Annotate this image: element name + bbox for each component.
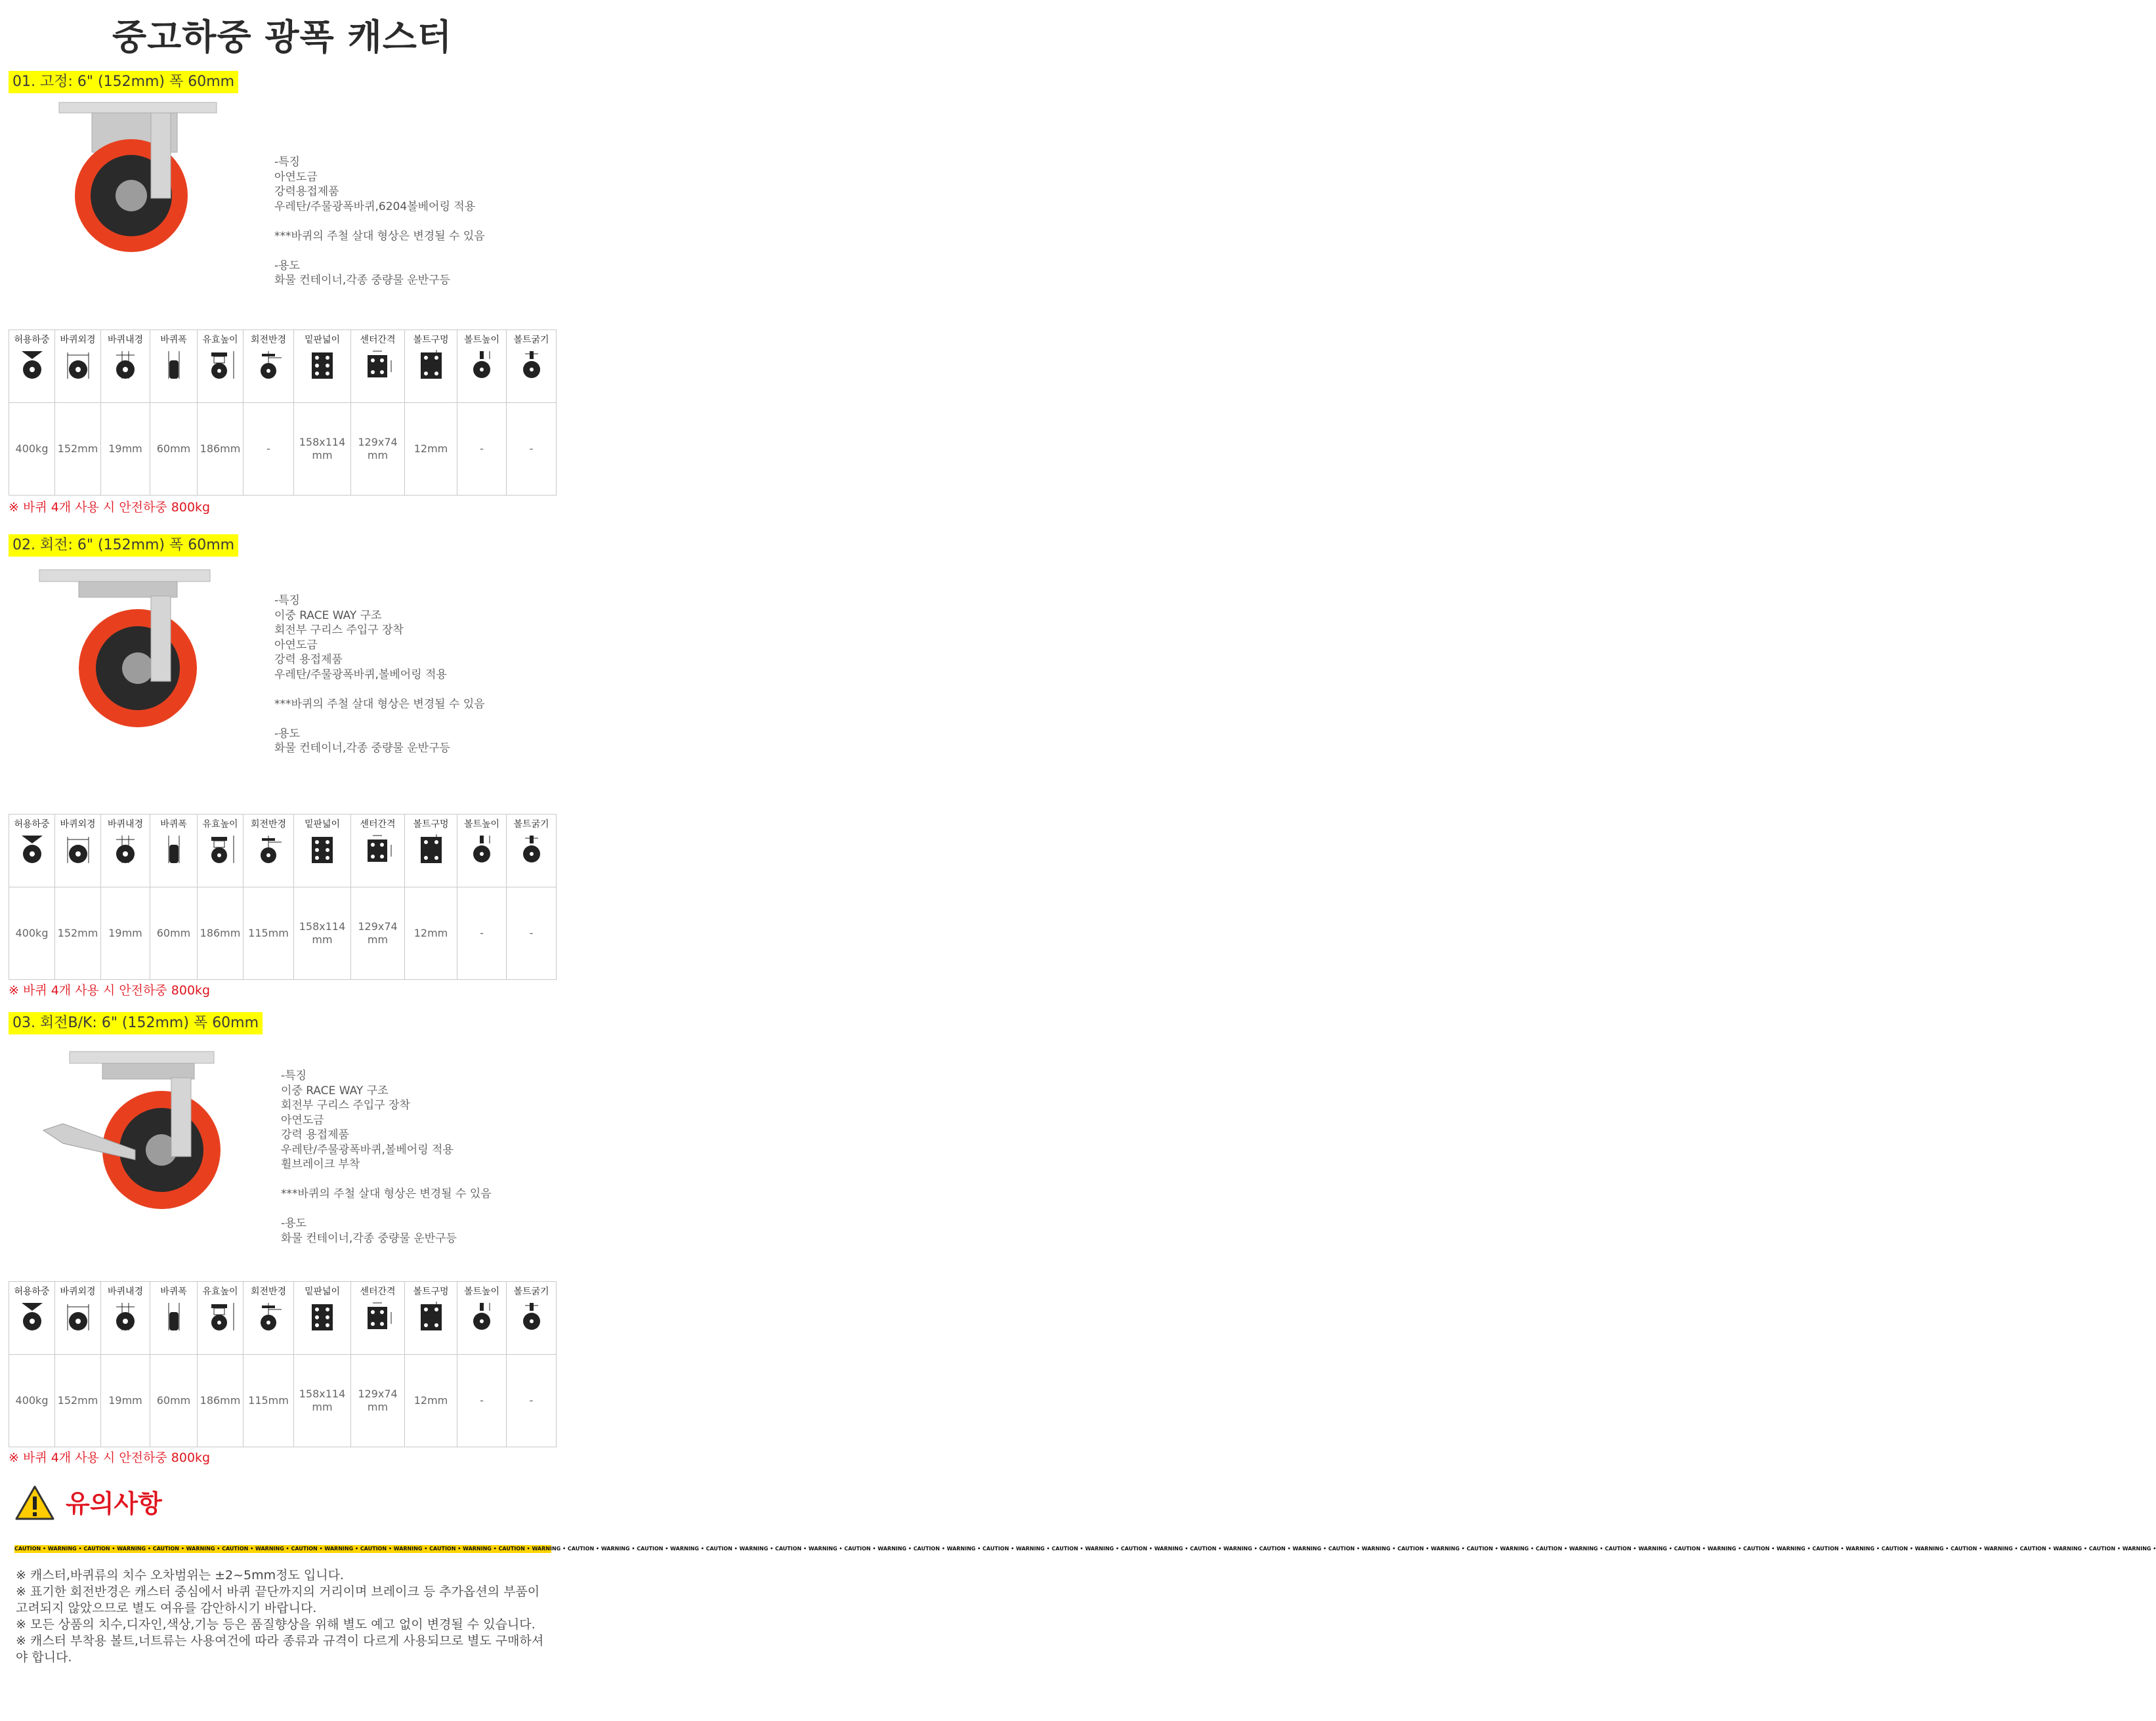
spec-value-cell: 60mm: [150, 1355, 198, 1447]
section-heading: 03. 회전B/K: 6" (152mm) 폭 60mm: [9, 1012, 263, 1034]
spec-table: [9, 1281, 557, 1447]
spec-header-label: 바퀴폭: [160, 335, 187, 345]
spec-value-cell: 19mm: [101, 1355, 150, 1447]
spec-value-cell: 129x74 mm: [351, 403, 405, 496]
plate-size-icon: [306, 1300, 338, 1333]
center-distance-icon: [362, 349, 394, 381]
effective-height-icon: [205, 349, 236, 381]
spec-header-label: 유효높이: [202, 819, 238, 830]
spec-header-cell: [457, 815, 507, 887]
bolt-thickness-icon: [516, 349, 547, 381]
spec-table: [9, 329, 557, 496]
spec-header-cell: [150, 815, 198, 887]
spec-header-cell: [243, 815, 294, 887]
feature-list: [281, 1069, 492, 1246]
warning-triangle-icon: [14, 1485, 55, 1521]
feature-line: 강력 용접제품: [274, 653, 343, 666]
spec-value-cell: -: [507, 1355, 557, 1447]
feature-line: 아연도금: [281, 1113, 324, 1127]
swivel-caster-photo: [33, 570, 223, 734]
feature-list: [274, 593, 485, 756]
wheel-outer-diameter-icon: [62, 1300, 94, 1333]
spec-header-label: 볼트높이: [463, 1286, 500, 1297]
spec-value-cell: 152mm: [55, 887, 101, 980]
spec-header-cell: [351, 1282, 405, 1355]
spec-header-label: 밑판넓이: [304, 1286, 341, 1297]
spec-value-row: [9, 1355, 557, 1447]
feature-line: -특징: [274, 156, 300, 169]
swivel-radius-icon: [253, 833, 284, 866]
bolt-hole-icon: [415, 1300, 447, 1333]
bolt-height-icon: [466, 1300, 497, 1333]
spec-value-cell: 12mm: [405, 403, 457, 496]
feature-line: [281, 1172, 492, 1187]
spec-header-cell: [507, 815, 557, 887]
wheel-inner-diameter-icon: [110, 349, 141, 381]
feature-line: [274, 244, 485, 259]
spec-header-label: 밑판넓이: [304, 819, 341, 830]
feature-line: 휠브레이크 부착: [281, 1158, 360, 1171]
spec-header-cell: [351, 815, 405, 887]
feature-list: [274, 155, 485, 288]
feature-line: 우레탄/주물광폭바퀴,6204볼베어링 적용: [274, 200, 476, 213]
spec-value-cell: 129x74 mm: [351, 1355, 405, 1447]
swivel-brake-caster-photo: [37, 1052, 234, 1216]
spec-header-label: 볼트굵기: [513, 335, 549, 345]
safety-load-note: ※ 바퀴 4개 사용 시 안전하중 800kg: [9, 1451, 211, 1465]
spec-header-cell: [405, 815, 457, 887]
spec-header-label: 센터간격: [360, 335, 396, 345]
feature-line: [274, 214, 485, 229]
spec-header-label: 허용하중: [14, 819, 50, 830]
spec-header-cell: [243, 330, 294, 403]
caution-note: ※ 표기한 회전반경은 캐스터 중심에서 바퀴 끝단까지의 거리이며 브레이크 등 추가옵션의 부품이 고려되지 않았으므로 별도 여유를 감안하시기 바랍니다.: [16, 1584, 540, 1615]
plate-size-icon: [306, 349, 338, 381]
feature-line: 화물 컨테이너,각종 중량물 운반구등: [274, 742, 450, 755]
feature-line: ***바퀴의 주철 살대 형상은 변경될 수 있음: [281, 1187, 492, 1200]
feature-line: 강력 용접제품: [281, 1128, 349, 1141]
spec-header-label: 회전반경: [250, 335, 287, 345]
spec-header-label: 볼트구멍: [413, 1286, 449, 1297]
spec-header-cell: [457, 330, 507, 403]
feature-line: 강력용접제품: [274, 185, 339, 198]
feature-line: 화물 컨테이너,각종 중량물 운반구등: [281, 1231, 457, 1245]
spec-header-label: 바퀴외경: [60, 335, 96, 345]
spec-header-label: 회전반경: [250, 819, 287, 830]
spec-value-cell: 158x114 mm: [294, 1355, 351, 1447]
fixed-caster-photo: [53, 97, 223, 255]
spec-header-label: 볼트높이: [463, 819, 500, 830]
feature-line: ***바퀴의 주철 살대 형상은 변경될 수 있음: [274, 697, 485, 711]
wheel-width-icon: [158, 349, 190, 381]
spec-value-row: [9, 887, 557, 980]
feature-line: 이중 RACE WAY 구조: [274, 608, 382, 622]
spec-header-label: 회전반경: [250, 1286, 287, 1297]
bolt-hole-icon: [415, 349, 447, 381]
swivel-radius-icon: [253, 349, 284, 381]
feature-line: [281, 1202, 492, 1217]
feature-line: [274, 712, 485, 727]
effective-height-icon: [205, 833, 236, 866]
spec-header-cell: [101, 1282, 150, 1355]
spec-header-label: 볼트굵기: [513, 1286, 549, 1297]
caution-title: 유의사항: [66, 1489, 162, 1518]
spec-value-cell: 129x74 mm: [351, 887, 405, 980]
spec-value-cell: 400kg: [9, 1355, 55, 1447]
spec-header-row: [9, 1282, 557, 1355]
spec-header-label: 허용하중: [14, 335, 50, 345]
spec-header-cell: [101, 815, 150, 887]
spec-header-cell: [9, 330, 55, 403]
spec-header-label: 바퀴폭: [160, 1286, 187, 1297]
caution-tape: [14, 1545, 2156, 1553]
spec-header-label: 유효높이: [202, 335, 238, 345]
spec-header-cell: [457, 1282, 507, 1355]
effective-height-icon: [205, 1300, 236, 1333]
spec-value-cell: 186mm: [198, 403, 243, 496]
spec-header-cell: [9, 1282, 55, 1355]
bolt-thickness-icon: [516, 1300, 547, 1333]
safety-load-note: ※ 바퀴 4개 사용 시 안전하중 800kg: [9, 500, 211, 515]
spec-value-cell: 158x114 mm: [294, 887, 351, 980]
spec-value-cell: 19mm: [101, 887, 150, 980]
spec-value-cell: 152mm: [55, 1355, 101, 1447]
spec-value-cell: 158x114 mm: [294, 403, 351, 496]
feature-line: 아연도금: [274, 638, 318, 652]
spec-header-cell: [198, 1282, 243, 1355]
spec-value-cell: 115mm: [243, 1355, 294, 1447]
spec-header-cell: [198, 330, 243, 403]
spec-header-cell: [55, 330, 101, 403]
spec-header-label: 바퀴폭: [160, 819, 187, 830]
tape-text: CAUTION • WARNING •: [14, 1546, 82, 1552]
feature-line: -특징: [281, 1069, 306, 1082]
spec-value-cell: -: [507, 403, 557, 496]
spec-value-cell: 19mm: [101, 403, 150, 496]
feature-line: ***바퀴의 주철 살대 형상은 변경될 수 있음: [274, 229, 485, 243]
spec-header-label: 볼트굵기: [513, 819, 549, 830]
caution-note: ※ 캐스터,바퀴류의 치수 오차범위는 ±2~5mm정도 입니다.: [16, 1568, 344, 1583]
page-title: 중고하중 광폭 캐스터: [112, 16, 453, 58]
bolt-hole-icon: [415, 833, 447, 866]
spec-header-label: 볼트높이: [463, 335, 500, 345]
spec-table: [9, 814, 557, 980]
spec-header-label: 바퀴외경: [60, 1286, 96, 1297]
section-heading: 02. 회전: 6" (152mm) 폭 60mm: [9, 534, 238, 557]
bolt-height-icon: [466, 833, 497, 866]
spec-header-label: 바퀴내경: [107, 819, 144, 830]
caution-note: ※ 모든 상품의 치수,디자인,색상,기능 등은 품질향상을 위해 별도 예고 없이 변경될 수 있습니다.: [16, 1617, 536, 1632]
spec-header-cell: [150, 1282, 198, 1355]
spec-header-cell: [198, 815, 243, 887]
load-icon: [16, 833, 48, 866]
spec-value-cell: 186mm: [198, 1355, 243, 1447]
wheel-inner-diameter-icon: [110, 1300, 141, 1333]
feature-line: 아연도금: [274, 170, 318, 184]
feature-line: 화물 컨테이너,각종 중량물 운반구등: [274, 274, 450, 287]
feature-line: -용도: [281, 1217, 306, 1230]
spec-value-cell: -: [457, 887, 507, 980]
spec-header-label: 바퀴내경: [107, 1286, 144, 1297]
spec-header-label: 바퀴내경: [107, 335, 144, 345]
spec-value-cell: -: [457, 1355, 507, 1447]
center-distance-icon: [362, 1300, 394, 1333]
load-icon: [16, 349, 48, 381]
spec-value-cell: 60mm: [150, 403, 198, 496]
spec-header-cell: [294, 330, 351, 403]
swivel-radius-icon: [253, 1300, 284, 1333]
wheel-width-icon: [158, 833, 190, 866]
spec-header-label: 볼트구멍: [413, 819, 449, 830]
spec-header-label: 유효높이: [202, 1286, 238, 1297]
feature-line: 회전부 구리스 주입구 장착: [274, 624, 404, 637]
spec-header-label: 볼트구멍: [413, 335, 449, 345]
spec-value-cell: 12mm: [405, 887, 457, 980]
spec-header-cell: [405, 330, 457, 403]
spec-header-cell: [351, 330, 405, 403]
spec-header-label: 밑판넓이: [304, 335, 341, 345]
spec-header-cell: [150, 330, 198, 403]
spec-value-row: [9, 403, 557, 496]
spec-value-cell: 400kg: [9, 403, 55, 496]
spec-value-cell: 60mm: [150, 887, 198, 980]
feature-line: 우레탄/주물광폭바퀴,볼베어링 적용: [281, 1143, 454, 1157]
spec-header-label: 센터간격: [360, 1286, 396, 1297]
plate-size-icon: [306, 833, 338, 866]
feature-line: -용도: [274, 259, 300, 272]
center-distance-icon: [362, 833, 394, 866]
spec-header-cell: [55, 815, 101, 887]
feature-line: 이중 RACE WAY 구조: [281, 1084, 389, 1097]
bolt-height-icon: [466, 349, 497, 381]
spec-header-label: 바퀴외경: [60, 819, 96, 830]
tape-repeat: CAUTION • WARNING • CAUTION • WARNING • CAUTION • WARNING • CAUTION • WARNING • CAUTION • WARNING • CAUTION • WARNING • CAUTION • WARNING • CAUTION • WARNING • CAUTION • WARNING • CAUTION • WARNING • CAUTION • WARNING • CAUTION • WARNING • CAUTION • WARNING • CAUTION • WARNING • CAUTION • WARNING • CAUTION • WARNING • CAUTION • WARNING • CAUTION • WARNING • CAUTION • WARNING • CAUTION • WARNING • CAUTION • WARNING • CAUTION • WARNING • CAUTION • WARNING • CAUTION • WARNING • CAUTION • WARNING • CAUTION • WARNING • CAUTION • WARNING • CAUTION • WARNING • CAUTION • WARNING • CAUTION • WARNING •: [83, 1546, 2156, 1552]
spec-value-cell: -: [243, 403, 294, 496]
spec-header-row: [9, 330, 557, 403]
spec-header-label: 허용하중: [14, 1286, 50, 1297]
wheel-inner-diameter-icon: [110, 833, 141, 866]
spec-header-cell: [294, 1282, 351, 1355]
safety-load-note: ※ 바퀴 4개 사용 시 안전하중 800kg: [9, 983, 211, 998]
spec-header-cell: [405, 1282, 457, 1355]
spec-header-cell: [9, 815, 55, 887]
wheel-width-icon: [158, 1300, 190, 1333]
caution-notes: [16, 1567, 551, 1666]
bolt-thickness-icon: [516, 833, 547, 866]
spec-header-cell: [507, 1282, 557, 1355]
wheel-outer-diameter-icon: [62, 833, 94, 866]
caution-note: ※ 캐스터 부착용 볼트,너트류는 사용여건에 따라 종류과 규격이 다르게 사용되므로 별도 구매하셔야 합니다.: [16, 1634, 544, 1665]
feature-line: [274, 682, 485, 697]
spec-header-cell: [243, 1282, 294, 1355]
spec-header-cell: [507, 330, 557, 403]
spec-header-cell: [294, 815, 351, 887]
load-icon: [16, 1300, 48, 1333]
spec-value-cell: -: [507, 887, 557, 980]
spec-header-cell: [101, 330, 150, 403]
section-heading: 01. 고정: 6" (152mm) 폭 60mm: [9, 71, 238, 93]
feature-line: 회전부 구리스 주입구 장착: [281, 1099, 410, 1112]
feature-line: -용도: [274, 727, 300, 740]
feature-line: 우레탄/주물광폭바퀴,볼베어링 적용: [274, 668, 447, 681]
wheel-outer-diameter-icon: [62, 349, 94, 381]
spec-value-cell: 115mm: [243, 887, 294, 980]
spec-value-cell: 12mm: [405, 1355, 457, 1447]
spec-header-cell: [55, 1282, 101, 1355]
feature-line: -특징: [274, 594, 300, 607]
spec-value-cell: 400kg: [9, 887, 55, 980]
spec-value-cell: 186mm: [198, 887, 243, 980]
spec-value-cell: 152mm: [55, 403, 101, 496]
spec-header-label: 센터간격: [360, 819, 396, 830]
spec-value-cell: -: [457, 403, 507, 496]
spec-header-row: [9, 815, 557, 887]
